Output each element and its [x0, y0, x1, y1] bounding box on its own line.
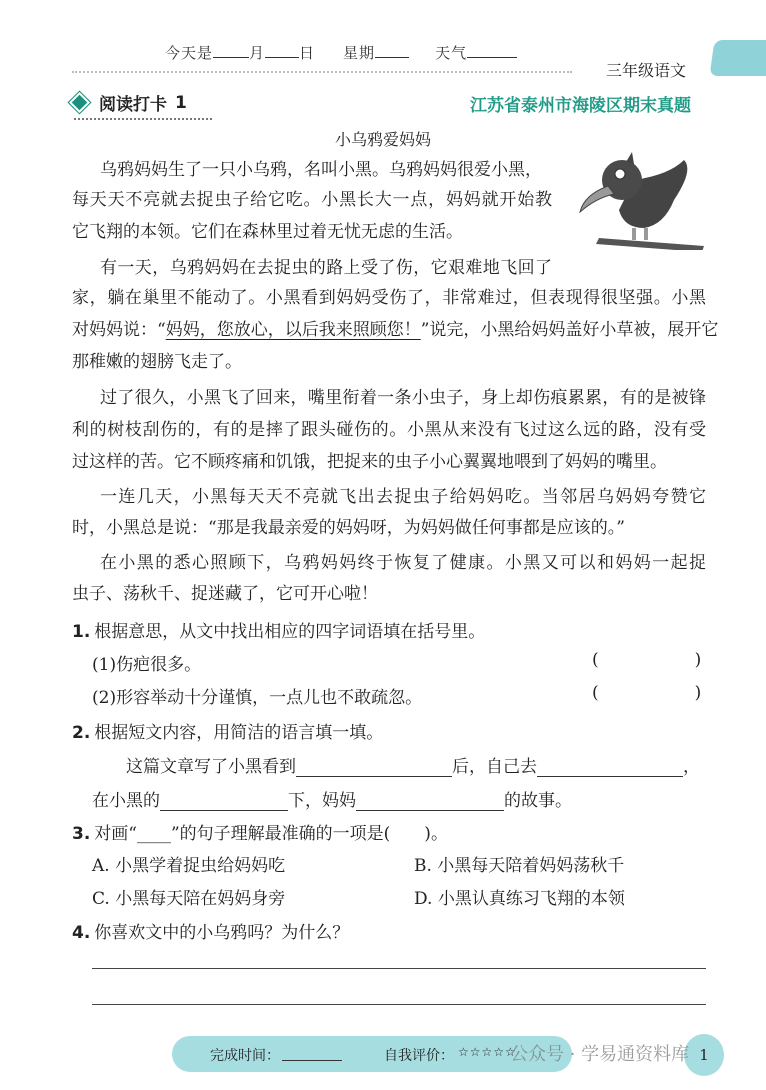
dotted-divider: [72, 71, 572, 75]
blank-field[interactable]: [296, 758, 452, 777]
section-number: 1: [175, 92, 187, 113]
paren: (: [592, 650, 599, 670]
underlined-sentence: 妈妈，您放心，以后我来照顾您！: [165, 320, 421, 340]
q1-answer-2[interactable]: [592, 683, 701, 703]
wavy-underline: [74, 114, 212, 120]
date-weather-line: [165, 42, 517, 63]
blank-field[interactable]: [356, 792, 504, 811]
month-label: 月: [249, 44, 266, 62]
q1-item-1: (1)伤疤很多。: [92, 655, 202, 675]
section-label: 阅读打卡: [99, 95, 167, 115]
passage-line: 过了很久，小黑飞了回来，嘴里衔着一条小虫子，身上却伤痕累累，有的是被锋: [100, 388, 706, 408]
watermark: 公众号 · 学易通资料库: [510, 1044, 690, 1065]
passage-line: 过这样的苦。它不顾疼痛和饥饿，把捉来的虫子小心翼翼地喂到了妈妈的嘴里。: [72, 452, 667, 472]
corner-tab: [709, 40, 766, 76]
today-label: 今天是: [165, 44, 214, 62]
paren: ): [694, 683, 702, 703]
question-number: 2.: [72, 723, 91, 743]
completion-time-label: 完成时间：: [210, 1048, 280, 1064]
option-b[interactable]: B. 小黑每天陪着妈妈荡秋千: [414, 856, 625, 876]
self-rating-label: 自我评价：: [384, 1048, 454, 1064]
blank-field[interactable]: [160, 792, 288, 811]
question-1: [72, 617, 485, 642]
paren: (: [592, 683, 599, 703]
option-c[interactable]: C. 小黑每天陪在妈妈身旁: [92, 889, 286, 909]
text: ”说完，小黑给妈妈盖好小草被，展开它: [420, 320, 719, 340]
weekday-blank[interactable]: [375, 43, 409, 58]
question-text: 对画“____”的句子理解最准确的一项是( )。: [94, 824, 448, 844]
completion-time-blank[interactable]: [282, 1060, 342, 1061]
passage-line: 家，躺在巢里不能动了。小黑看到妈妈受伤了，非常难过，但表现得很坚强。小黑: [72, 288, 706, 308]
diamond-icon: [69, 92, 90, 113]
passage-line: 一连几天，小黑每天天不亮就飞出去捉虫子给妈妈吃。当邻居乌妈妈夸赞它: [100, 487, 706, 507]
question-number: 3.: [72, 824, 91, 844]
weekday-label: 星期: [343, 44, 376, 62]
text: 后，自己去: [452, 757, 537, 777]
month-blank[interactable]: [213, 43, 249, 58]
option-a[interactable]: A. 小黑学着捉虫给妈妈吃: [92, 856, 286, 876]
question-3: [72, 819, 448, 844]
question-text: 你喜欢文中的小乌鸦吗？为什么？: [94, 923, 350, 943]
passage-line: 虫子、荡秋千、捉迷藏了，它可开心啦！: [72, 584, 378, 604]
option-d[interactable]: D. 小黑认真练习飞翔的本领: [414, 889, 625, 909]
grade-subject: 三年级语文: [606, 61, 687, 80]
text: ，: [683, 757, 700, 777]
text: 的故事。: [504, 791, 572, 811]
paren: ): [694, 650, 702, 670]
question-text: 根据短文内容，用简洁的语言填一填。: [94, 723, 384, 743]
passage-line: 乌鸦妈妈生了一只小乌鸦，名叫小黑。乌鸦妈妈很爱小黑，: [100, 160, 542, 180]
weather-blank[interactable]: [467, 43, 517, 58]
passage-line-underlined: [72, 318, 719, 342]
q1-answer-1[interactable]: [592, 650, 701, 670]
passage-line: 每天天不亮就去捉虫子给它吃。小黑长大一点，妈妈就开始教: [72, 190, 552, 210]
text: 在小黑的: [92, 791, 160, 811]
answer-line[interactable]: [92, 968, 706, 969]
passage-line: 它飞翔的本领。它们在森林里过着无忧无虑的生活。: [72, 222, 463, 242]
day-label: 日: [299, 44, 316, 62]
passage-title: 小乌鸦爱妈妈: [334, 130, 431, 149]
exam-source: 江苏省泰州市海陵区期末真题: [470, 96, 691, 116]
question-text: 根据意思，从文中找出相应的四字词语填在括号里。: [94, 622, 486, 642]
question-2: [72, 718, 383, 743]
passage-line: 在小黑的悉心照顾下，乌鸦妈妈终于恢复了健康。小黑又可以和妈妈一起捉: [100, 553, 706, 573]
page-number: 1: [684, 1034, 724, 1076]
passage-line: 时，小黑总是说：“那是我最亲爱的妈妈呀，为妈妈做任何事都是应该的。”: [72, 518, 625, 538]
question-number: 4.: [72, 923, 91, 943]
question-4: [72, 918, 349, 943]
passage-line: 有一天，乌鸦妈妈在去捉虫的路上受了伤，它艰难地飞回了: [100, 258, 552, 278]
answer-line[interactable]: [92, 1004, 706, 1005]
weather-label: 天气: [435, 44, 468, 62]
q1-item-2: (2)形容举动十分谨慎，一点儿也不敢疏忽。: [92, 688, 423, 708]
text: 这篇文章写了小黑看到: [126, 757, 296, 777]
text: 对妈妈说：“: [72, 320, 166, 340]
crow-illustration: [574, 150, 709, 250]
section-heading: [72, 90, 187, 115]
passage-line: 那稚嫩的翅膀飞走了。: [72, 352, 242, 372]
q2-line-1: [126, 752, 700, 777]
q2-line-2: [92, 786, 572, 811]
passage-line: 利的树枝刮伤的，有的是摔了跟头碰伤的。小黑从来没有飞过这么远的路，没有受: [72, 420, 706, 440]
day-blank[interactable]: [265, 43, 299, 58]
text: 下，妈妈: [288, 791, 356, 811]
blank-field[interactable]: [537, 758, 683, 777]
star-rating[interactable]: ☆☆☆☆☆: [458, 1045, 517, 1059]
question-number: 1.: [72, 622, 91, 642]
